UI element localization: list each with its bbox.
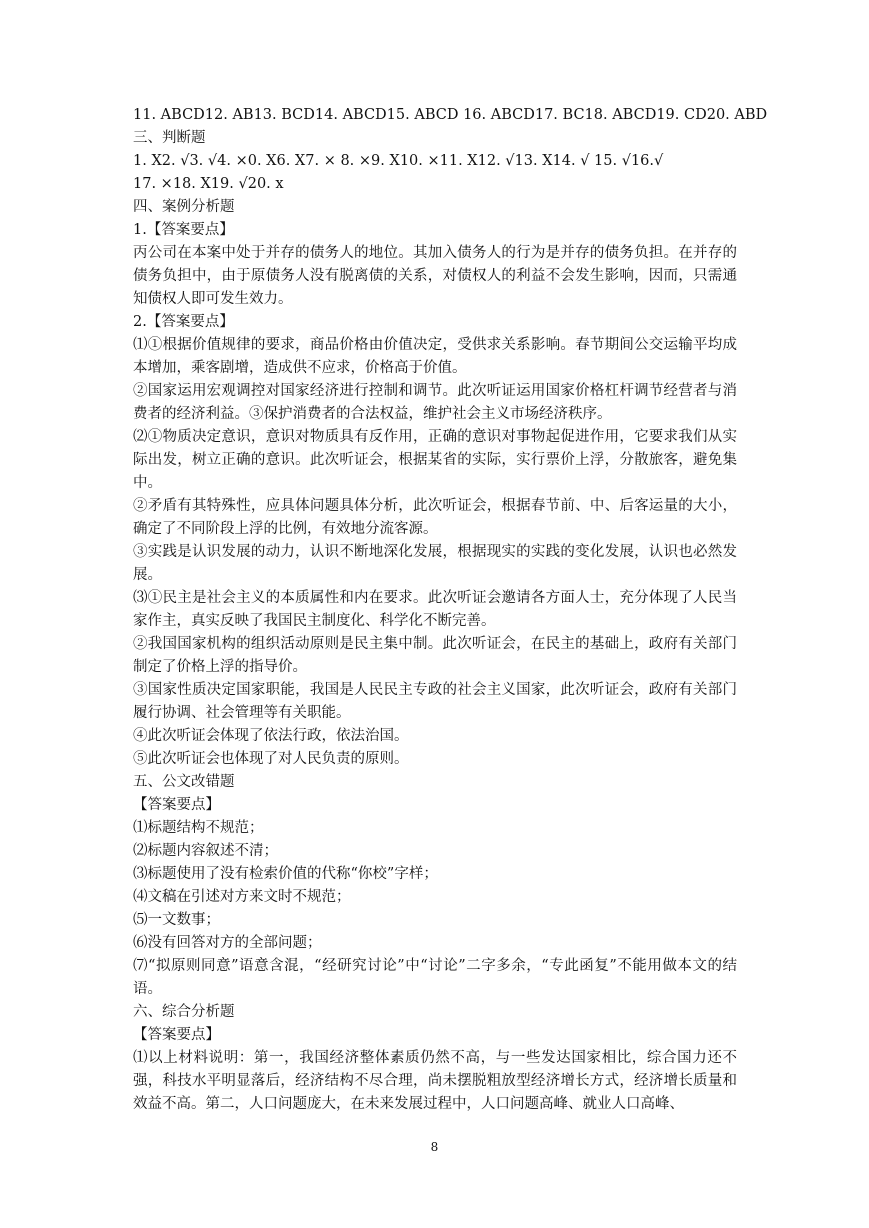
doc-answer-label: 【答案要点】 bbox=[133, 797, 220, 813]
case2-paragraph: ⑴①根据价值规律的要求，商品价格由价值决定，受供求关系影响。春节期间公交运输平均成本增加，乘客剧增，造成供不应求，价格高于价值。 bbox=[133, 337, 737, 376]
case1-label: 1.【答案要点】 bbox=[133, 222, 234, 238]
case1-answer: 丙公司在本案中处于并存的债务人的地位。其加入债务人的行为是并存的债务负担。在并存的债务负担中，由于原债务人没有脱离债的关系，对债权人的利益不会发生影响，因而，只需通知债权人即可发生效力。 bbox=[133, 245, 737, 307]
section-heading-synthesis: 六、综合分析题 bbox=[133, 1004, 235, 1020]
case2-paragraph: ②国家运用宏观调控对国家经济进行控制和调节。此次听证运用国家价格杠杆调节经营者与消费者的经济利益。③保护消费者的合法权益，维护社会主义市场经济秩序。 bbox=[133, 383, 737, 422]
page-content bbox=[133, 104, 768, 1116]
doc-answer-item: ⑺“拟原则同意”语意含混，“经研究讨论”中“讨论”二字多余，“专此函复”不能用做本文的结语。 bbox=[133, 958, 737, 997]
doc-answer-item: ⑹没有回答对方的全部问题； bbox=[133, 935, 322, 951]
synthesis-answer-text: ⑴以上材料说明：第一，我国经济整体素质仍然不高，与一些发达国家相比，综合国力还不强，科技水平明显落后，经济结构不尽合理，尚未摆脱粗放型经济增长方式，经济增长质量和效益不高。第二，人口问题庞大，在未来发展过程中，人口问题高峰、就业人口高峰、 bbox=[133, 1050, 737, 1112]
synthesis-answer-label: 【答案要点】 bbox=[133, 1027, 220, 1043]
multiple-choice-answers: 11. ABCD12. AB13. BCD14. ABCD15. ABCD 16. ABCD17. BC18. ABCD19. CD20. ABD bbox=[133, 107, 768, 123]
doc-answer-item: ⑶标题使用了没有检索价值的代称“你校”字样； bbox=[133, 866, 438, 882]
case2-paragraph: ⑶①民主是社会主义的本质属性和内在要求。此次听证会邀请各方面人士，充分体现了人民当家作主，真实反映了我国民主制度化、科学化不断完善。 bbox=[133, 590, 737, 629]
doc-answer-item: ⑴标题结构不规范； bbox=[133, 820, 264, 836]
doc-answer-item: ⑸一文数事； bbox=[133, 912, 220, 928]
doc-answer-item: ⑵标题内容叙述不清； bbox=[133, 843, 278, 859]
case2-label: 2.【答案要点】 bbox=[133, 314, 234, 330]
case2-paragraph: ⑵①物质决定意识，意识对物质具有反作用，正确的意识对事物起促进作用，它要求我们从实际出发，树立正确的意识。此次听证会，根据某省的实际，实行票价上浮，分散旅客，避免集中。 bbox=[133, 429, 737, 491]
doc-answer-item: ⑷文稿在引述对方来文时不规范； bbox=[133, 889, 351, 905]
case2-paragraph: ③实践是认识发展的动力，认识不断地深化发展，根据现实的实践的变化发展，认识也必然发展。 bbox=[133, 544, 737, 583]
section-heading-judgement: 三、判断题 bbox=[133, 130, 206, 146]
judgement-answers-line-1: 1. X2. √3. √4. ×0. X6. X7. × 8. ×9. X10. ×11. X12. √13. X14. √ 15. √16.√ bbox=[133, 153, 664, 169]
judgement-answers-line-2: 17. ×18. X19. √20. x bbox=[133, 176, 284, 192]
case2-paragraph: ②矛盾有其特殊性，应具体问题具体分析，此次听证会，根据春节前、中、后客运量的大小，确定了不同阶段上浮的比例，有效地分流客源。 bbox=[133, 498, 737, 537]
case2-paragraph: ②我国国家机构的组织活动原则是民主集中制。此次听证会，在民主的基础上，政府有关部门制定了价格上浮的指导价。 bbox=[133, 636, 737, 675]
section-heading-document-correction: 五、公文改错题 bbox=[133, 774, 235, 790]
section-heading-case-analysis: 四、案例分析题 bbox=[133, 199, 235, 215]
case2-paragraph: ④此次听证会体现了依法行政，依法治国。 bbox=[133, 728, 409, 744]
case2-paragraph: ③国家性质决定国家职能，我国是人民民主专政的社会主义国家，此次听证会，政府有关部门履行协调、社会管理等有关职能。 bbox=[133, 682, 737, 721]
page-number: 8 bbox=[430, 1140, 439, 1154]
case2-paragraph: ⑤此次听证会也体现了对人民负责的原则。 bbox=[133, 751, 409, 767]
